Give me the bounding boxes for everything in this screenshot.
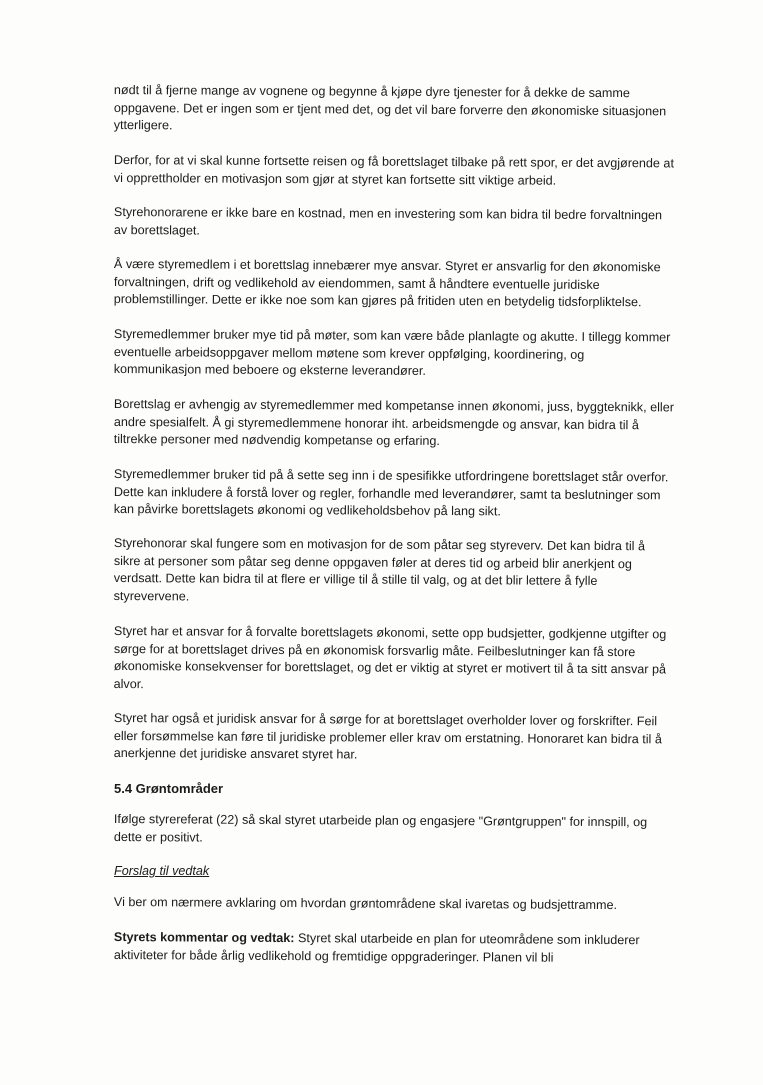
section-heading: 5.4 Grøntområder [114,780,224,796]
proposal-text: Vi ber om nærmere avklaring om hvordan grøntområdene skal ivaretas og budsjettramme. [113,895,618,913]
paragraph-10: Styret har også et juridisk ansvar for å sørge for at borettslaget overholder lover og forskrifter. Feil eller forsømmelse kan føre til juridiske problemer eller krav om erstatning. Honoraret kan bidra til å anerkjenne det juridiske ansvaret styret har. [113,711,662,762]
board-comment [114,929,675,968]
board-comment-label: Styrets kommentar og vedtak: [113,929,295,945]
paragraph-2: Derfor, for at vi skal kunne fortsette reisen og få borettslaget tilbake på rett spor, er det avgjørende at vi opprettholder en motivasjon som gjør at styret kan fortsette sitt viktige arbeid. [113,152,675,188]
board-comment-text: Styret skal utarbeide en plan for uteområdene som inkluderer aktiviteter for både årlig vedlikehold og fremtidige oppgraderinger. Planen vil bli [113,930,640,964]
paragraph-1: nødt til å fjerne mange av vognene og begynne å kjøpe dyre tjenester for å dekke de samme oppgavene. Det er ingen som er tjent med det, og det vil bare forverre den økonomiske situasjonen ytterligere. [113,82,667,133]
proposal-heading: Forslag til vedtak [114,864,210,878]
section-intro: Ifølge styrereferat (22) så skal styret utarbeide plan og engasjere "Grøntgruppen" for innspill, og dette er positivt. [113,811,648,844]
paragraph-5: Styremedlemmer bruker mye tid på møter, som kan være både planlagte og akutte. I tillegg kommer eventuelle arbeidsoppgaver mellom møtene som krever oppfølging, koordinering, og kommunikasjon med beboere og eksterne leverandører. [113,326,671,379]
paragraph-9: Styret har et ansvar for å forvalte borettslagets økonomi, sette opp budsjetter, godkjenne utgifter og sørge for at borettslaget drives på en økonomisk forsvarlig måte. Feilbeslutninger kan få store økonomiske konsekvenser for borettslaget, og det er viktig at styret er motivert til å ta sitt ansvar på alvor. [113,623,667,691]
paragraph-7: Styremedlemmer bruker tid på å sette seg inn i de spesifikke utfordringene borettslaget står overfor. Dette kan inkludere å forstå lover og regler, forhandle med leverandører, samt ta beslutninger som kan påvirke borettslagets økonomi og vedlikeholdsbehov på lang sikt. [113,466,669,519]
paragraph-3: Styrehonorarene er ikke bare en kostnad, men en investering som kan bidra til bedre forvaltningen av borettslaget. [113,204,663,238]
paragraph-4: Å være styremedlem i et borettslag innebærer mye ansvar. Styret er ansvarlig for den økonomiske forvaltningen, drift og vedlikehold av eiendommen, samt å håndtere eventuelle juridiske problemstillinger. Dette er ikke noe som kan gjøres på fritiden uten en betydelig tidsforpliktelse. [113,257,661,310]
paragraph-6: Borettslag er avhengig av styremedlemmer med kompetanse innen økonomi, juss, byggteknikk, eller andre spesialfelt. Å gi styremedlemmene honorar iht. arbeidsmengde og ansvar, kan bidra til å tiltrekke personer med nødvendig kompetanse og erfaring. [113,396,674,448]
paragraph-8: Styrehonorar skal fungere som en motivasjon for de som påtar seg styreverv. Det kan bidra til å sikre at personer som påtar seg denne oppgaven føler at deres tid og arbeid blir anerkjent og verdsatt. Dette kan bidra til at flere er villige til å stille til valg, og at det blir lettere å fylle styrevervene. [113,536,646,604]
